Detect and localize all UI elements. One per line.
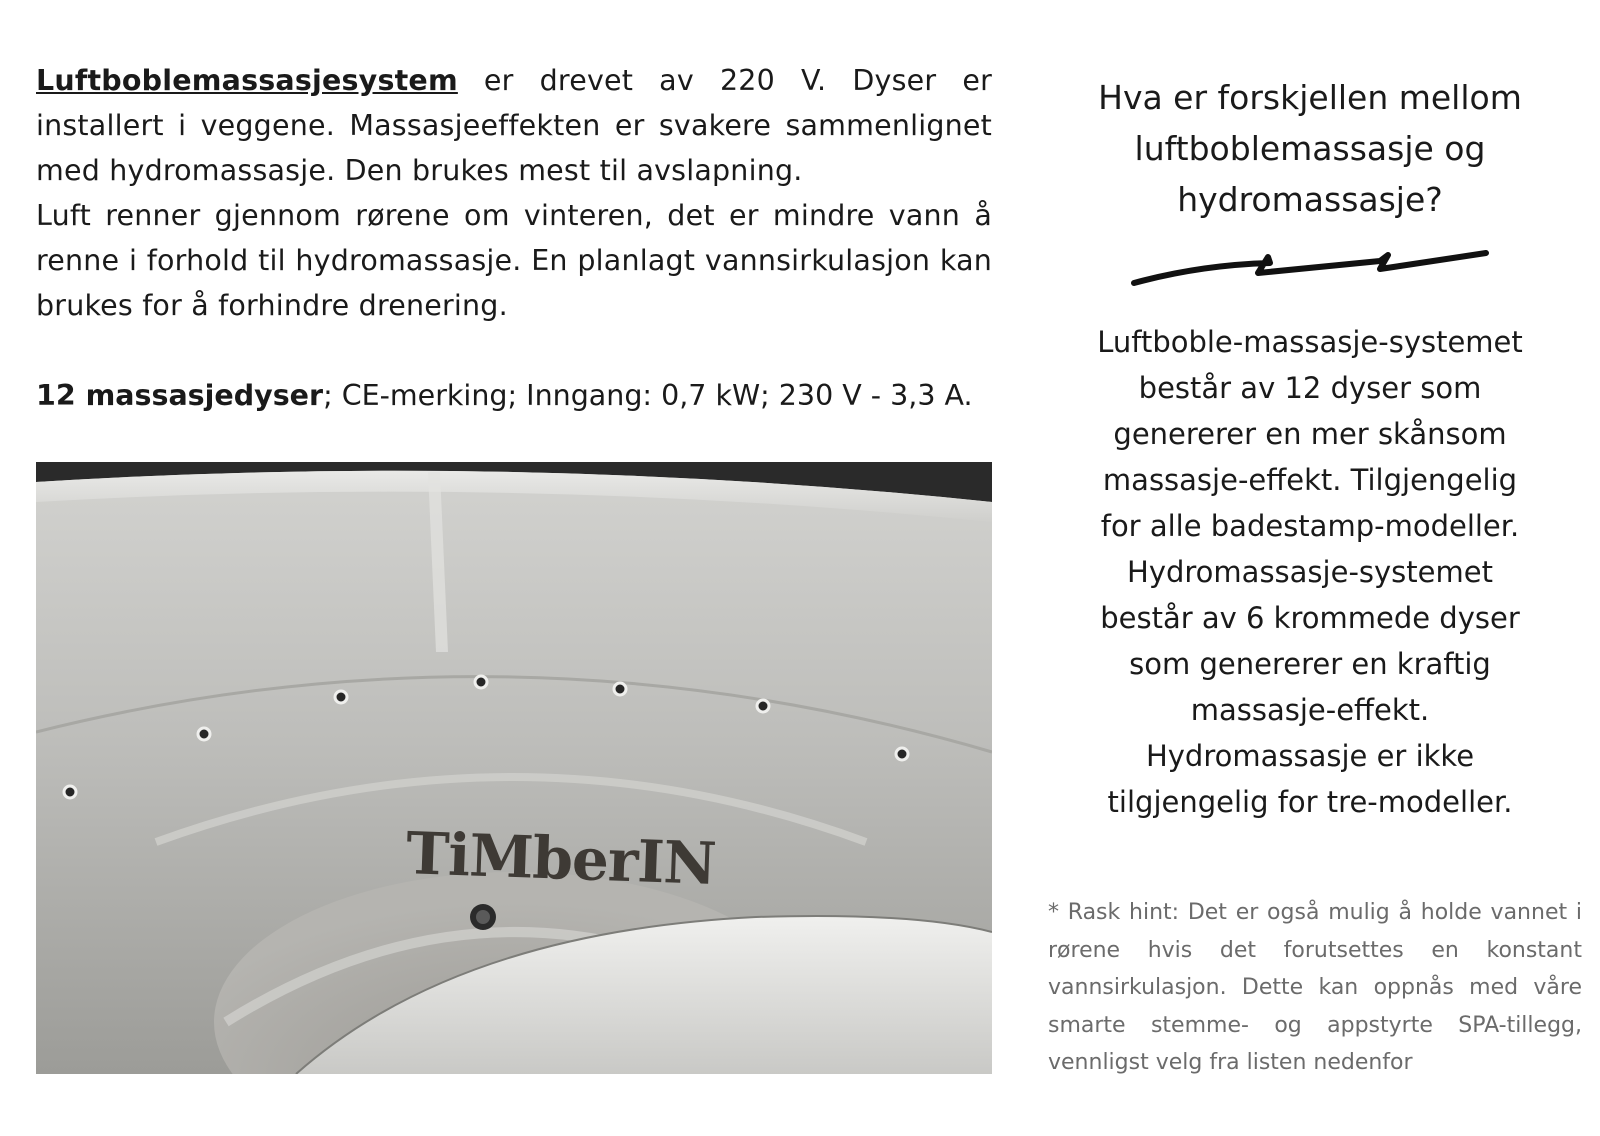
specs-line: [36, 373, 992, 418]
specs-bold: 12 massasjedyser: [36, 379, 324, 412]
description-column: [36, 58, 992, 418]
answer-line: består av 6 krommede dyser: [1100, 601, 1520, 635]
answer-line: består av 12 dyser som: [1138, 371, 1482, 405]
answer-line: Luftboble-massasje-systemet: [1097, 325, 1523, 359]
faq-column: [1040, 72, 1580, 825]
quick-hint: * Rask hint: Det er også mulig å holde vannet i rørene hvis det forutsettes en konstant vannsirkulasjon. Dette kan oppnås med våre smarte stemme- og appstyrte SPA-tillegg, vennligst velg fra listen nedenfor: [1048, 900, 1582, 1075]
zigzag-divider-icon: [1130, 243, 1490, 289]
answer-line: tilgjengelig for tre-modeller.: [1107, 785, 1513, 819]
hot-tub-illustration: [36, 462, 992, 1074]
answer-line: som genererer en kraftig: [1129, 647, 1491, 681]
winter-text: Luft renner gjennom rørene om vinteren, det er mindre vann å renne i forhold til hydromassasje. En planlagt vannsirkulasjon kan brukes for å forhindre drenering.: [36, 199, 992, 322]
intro-paragraph: [36, 58, 992, 328]
faq-answer: [1040, 319, 1580, 825]
logo-text: TiMberIN: [405, 819, 717, 898]
specs-rest: ; CE-merking; Inngang: 0,7 kW; 230 V - 3,3 A.: [323, 379, 973, 412]
question-line-3: hydromassasje?: [1177, 180, 1443, 219]
faq-question: [1040, 72, 1580, 225]
system-name-link[interactable]: Luftboblemassasjesystem: [36, 64, 458, 97]
answer-line: Hydromassasje er ikke: [1145, 739, 1475, 773]
answer-line: massasje-effekt.: [1190, 693, 1430, 727]
intro-text: er drevet av 220 V. Dyser er installert i veggene. Massasjeeffekten er svakere sammenlignet med hydromassasje. Den brukes mest til avslapning.: [36, 64, 992, 187]
answer-line: for alle badestamp-modeller.: [1100, 509, 1520, 543]
question-line-2: luftboblemassasje og: [1134, 129, 1486, 168]
question-line-1: Hva er forskjellen mellom: [1098, 78, 1522, 117]
answer-line: genererer en mer skånsom: [1113, 417, 1507, 451]
hot-tub-photo: [36, 462, 992, 1074]
answer-line: Hydromassasje-systemet: [1127, 555, 1493, 589]
answer-line: massasje-effekt. Tilgjengelig: [1102, 463, 1518, 497]
